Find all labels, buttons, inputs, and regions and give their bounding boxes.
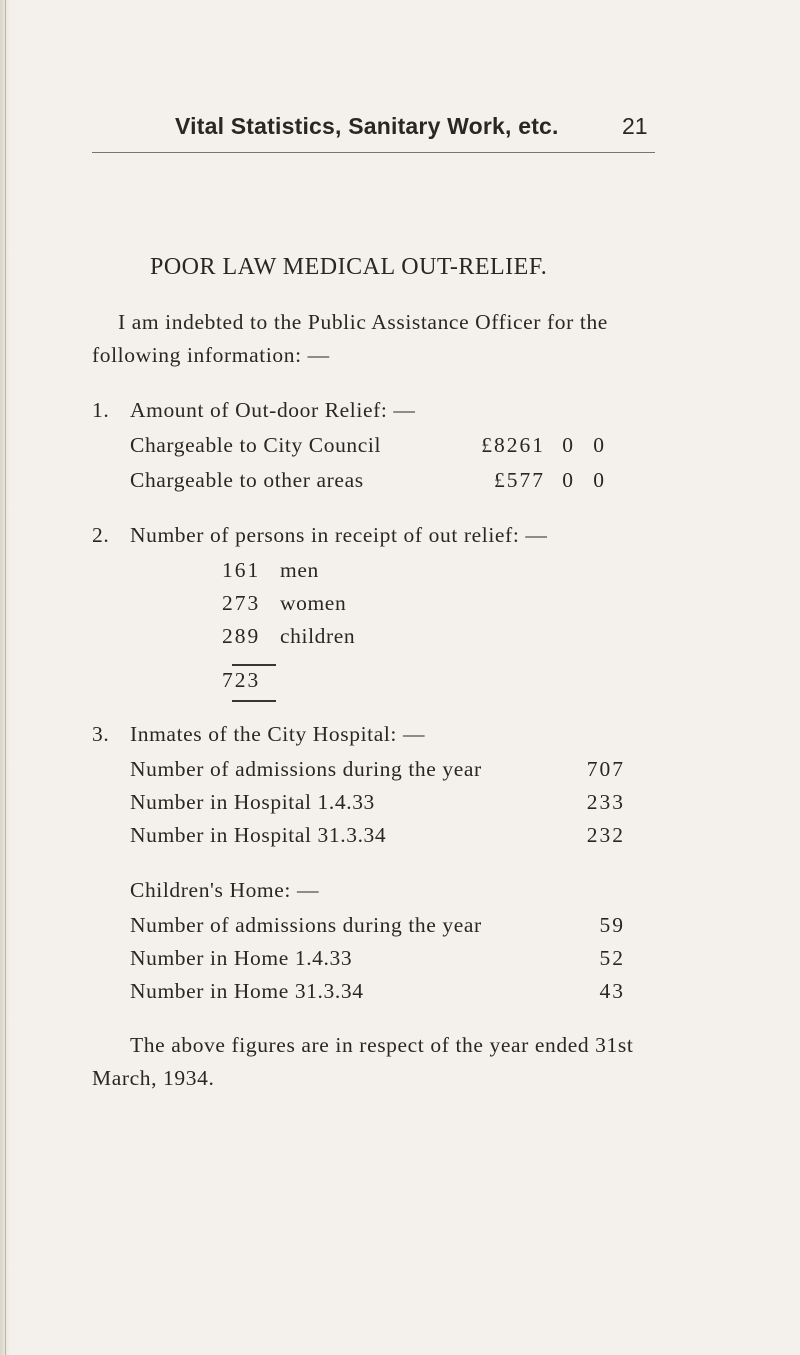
relief-row-pounds: £8261: [481, 433, 545, 457]
persons-label: children: [280, 624, 356, 648]
intro-line-2: following information: —: [92, 343, 330, 367]
section-3-heading: Inmates of the City Hospital: —: [130, 722, 426, 746]
hospital-row-value: 707: [586, 757, 625, 781]
closing-line-1: The above figures are in respect of the year ended 31st: [130, 1033, 634, 1057]
relief-row-pence: 0: [593, 433, 606, 457]
persons-count: 161: [222, 558, 261, 582]
section-title: POOR LAW MEDICAL OUT-RELIEF.: [150, 254, 548, 280]
running-header-title: Vital Statistics, Sanitary Work, etc.: [175, 113, 559, 139]
hospital-row-value: 233: [586, 790, 625, 814]
hospital-row-label: Number in Hospital 31.3.34: [130, 823, 387, 847]
hospital-row-label: Number of admissions during the year: [130, 757, 482, 781]
home-row-label: Number in Home 31.3.34: [130, 979, 364, 1003]
hospital-row-label: Number in Hospital 1.4.33: [130, 790, 375, 814]
persons-label: men: [280, 558, 319, 582]
relief-row-shillings: 0: [562, 433, 575, 457]
closing-line-2: March, 1934.: [92, 1066, 215, 1090]
home-row-label: Number of admissions during the year: [130, 913, 482, 937]
section-1-heading: Amount of Out-door Relief: —: [130, 398, 416, 422]
page-binding-line: [5, 0, 6, 1355]
section-1-number: 1.: [92, 398, 110, 422]
relief-row-label: Chargeable to other areas: [130, 468, 364, 492]
total-rule-bottom: [232, 700, 276, 702]
relief-row-pounds: £577: [494, 468, 545, 492]
relief-row-label: Chargeable to City Council: [130, 433, 382, 457]
section-2-heading: Number of persons in receipt of out relief: —: [130, 523, 548, 547]
persons-total: 723: [222, 668, 261, 692]
persons-count: 289: [222, 624, 261, 648]
section-3-number: 3.: [92, 722, 110, 746]
section-2-number: 2.: [92, 523, 110, 547]
home-row-value: 43: [599, 979, 625, 1003]
total-rule-top: [232, 664, 276, 666]
childrens-home-heading: Children's Home: —: [130, 878, 320, 902]
relief-row-shillings: 0: [562, 468, 575, 492]
header-rule: [92, 152, 655, 153]
intro-line-1: I am indebted to the Public Assistance Officer for the: [118, 310, 608, 334]
persons-count: 273: [222, 591, 261, 615]
hospital-row-value: 232: [586, 823, 625, 847]
home-row-value: 52: [599, 946, 625, 970]
home-row-value: 59: [599, 913, 625, 937]
page-number: 21: [622, 113, 648, 139]
home-row-label: Number in Home 1.4.33: [130, 946, 353, 970]
relief-row-pence: 0: [593, 468, 606, 492]
persons-label: women: [280, 591, 347, 615]
